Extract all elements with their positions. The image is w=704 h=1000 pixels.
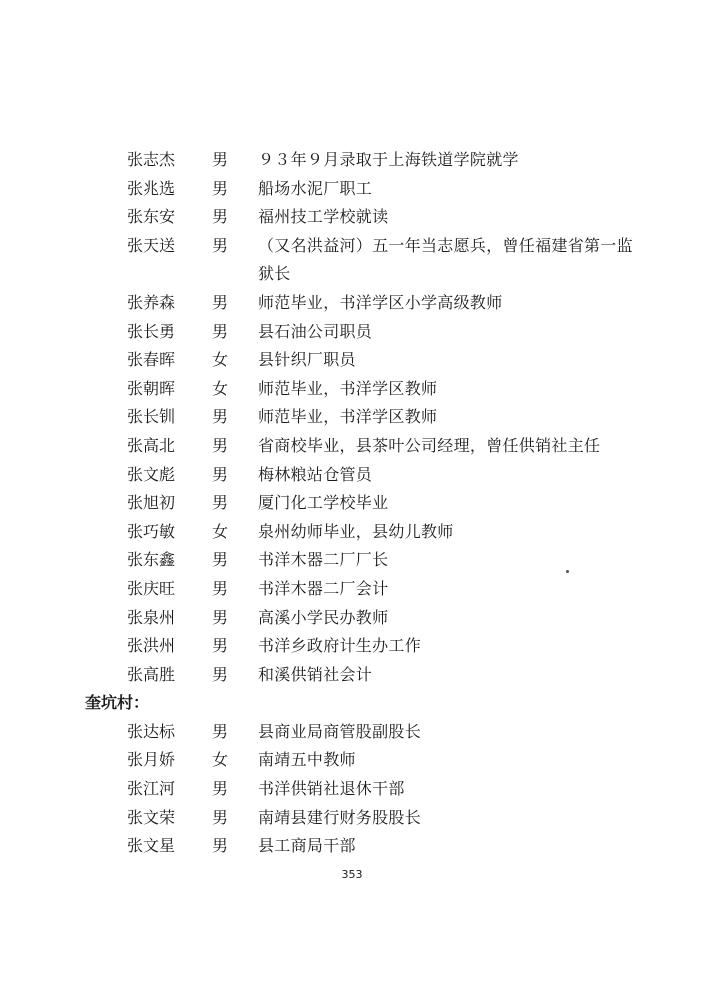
person-note: 县工商局干部 xyxy=(258,836,356,856)
person-gender: 男 xyxy=(212,578,229,598)
person-name: 张文星 xyxy=(127,836,176,856)
person-gender: 男 xyxy=(212,292,229,312)
person-name: 张高北 xyxy=(127,435,176,455)
person-gender: 女 xyxy=(212,378,229,398)
page-number: 353 xyxy=(341,868,363,881)
list-item xyxy=(0,146,704,175)
person-note: 师范毕业，书洋学区小学高级教师 xyxy=(258,292,503,312)
person-name: 张庆旺 xyxy=(127,578,176,598)
person-note: 南靖五中教师 xyxy=(258,750,356,770)
section-heading xyxy=(0,689,704,718)
person-gender: 男 xyxy=(212,721,229,741)
person-name: 张江河 xyxy=(127,779,176,799)
person-name: 张长钏 xyxy=(127,407,176,427)
person-note: 和溪供销社会计 xyxy=(258,664,373,684)
person-note: 南靖县建行财务股股长 xyxy=(258,807,422,827)
list-item xyxy=(0,375,704,404)
person-name: 张朝晖 xyxy=(127,378,176,398)
person-name: 张文荣 xyxy=(127,807,176,827)
person-gender: 男 xyxy=(212,493,229,513)
person-note: 高溪小学民办教师 xyxy=(258,607,389,627)
list-item xyxy=(0,661,704,690)
person-name: 张泉州 xyxy=(127,607,176,627)
person-gender: 男 xyxy=(212,779,229,799)
person-gender: 男 xyxy=(212,150,229,169)
list-item xyxy=(0,832,704,861)
list-item xyxy=(0,203,704,232)
person-name: 张春晖 xyxy=(127,350,176,370)
person-gender: 男 xyxy=(212,836,229,856)
person-gender: 男 xyxy=(212,178,229,198)
roster-list xyxy=(0,146,704,861)
list-item xyxy=(0,232,704,289)
person-note: 福州技工学校就读 xyxy=(258,207,389,227)
person-name: 张志杰 xyxy=(127,150,176,169)
person-note: 县石油公司职员 xyxy=(258,321,373,341)
village-title: 奎坑村： xyxy=(85,693,150,713)
person-gender: 男 xyxy=(212,235,229,255)
person-gender: 男 xyxy=(212,664,229,684)
person-note: 船场水泥厂职工 xyxy=(258,178,373,198)
person-note: 县商业局商管股副股长 xyxy=(258,721,422,741)
list-item xyxy=(0,489,704,518)
person-name: 张高胜 xyxy=(127,664,176,684)
person-name: 张天送 xyxy=(127,235,176,255)
list-item xyxy=(0,318,704,347)
person-gender: 女 xyxy=(212,350,229,370)
person-note: 书洋乡政府计生办工作 xyxy=(258,636,422,656)
person-note: 县针织厂职员 xyxy=(258,350,356,370)
person-gender: 男 xyxy=(212,636,229,656)
list-item xyxy=(0,346,704,375)
scan-speck xyxy=(566,570,569,573)
person-note: 厦门化工学校毕业 xyxy=(258,493,389,513)
person-name: 张洪州 xyxy=(127,636,176,656)
list-item xyxy=(0,575,704,604)
list-item xyxy=(0,403,704,432)
list-item xyxy=(0,546,704,575)
person-note: 泉州幼师毕业，县幼儿教师 xyxy=(258,521,454,541)
person-name: 张东安 xyxy=(127,207,176,227)
person-gender: 男 xyxy=(212,550,229,570)
person-name: 张养森 xyxy=(127,292,176,312)
person-name: 张东鑫 xyxy=(127,550,176,570)
person-note: 书洋木器二厂会计 xyxy=(258,578,389,598)
person-note: 书洋木器二厂厂长 xyxy=(258,550,389,570)
list-item xyxy=(0,461,704,490)
list-item xyxy=(0,632,704,661)
list-item xyxy=(0,289,704,318)
person-note: （又名洪益河）五一年当志愿兵，曾任福建省第一监狱长 xyxy=(258,235,633,284)
person-name: 张旭初 xyxy=(127,493,176,513)
list-item xyxy=(0,518,704,547)
person-gender: 女 xyxy=(212,521,229,541)
person-note: ９３年９月录取于上海铁道学院就学 xyxy=(258,150,519,169)
list-item xyxy=(0,718,704,747)
person-name: 张兆选 xyxy=(127,178,176,198)
person-gender: 女 xyxy=(212,750,229,770)
person-note: 省商校毕业，县茶叶公司经理，曾任供销社主任 xyxy=(258,435,601,455)
list-item xyxy=(0,604,704,633)
person-name: 张巧敏 xyxy=(127,521,176,541)
list-item xyxy=(0,432,704,461)
person-name: 张达标 xyxy=(127,721,176,741)
person-note: 师范毕业，书洋学区教师 xyxy=(258,378,438,398)
person-name: 张月娇 xyxy=(127,750,176,770)
person-gender: 男 xyxy=(212,321,229,341)
person-gender: 男 xyxy=(212,407,229,427)
person-name: 张长勇 xyxy=(127,321,176,341)
list-item xyxy=(0,775,704,804)
list-item xyxy=(0,746,704,775)
person-gender: 男 xyxy=(212,207,229,227)
person-name: 张文彪 xyxy=(127,464,176,484)
list-item xyxy=(0,804,704,833)
person-gender: 男 xyxy=(212,807,229,827)
person-note: 师范毕业，书洋学区教师 xyxy=(258,407,438,427)
person-gender: 男 xyxy=(212,464,229,484)
person-note: 梅林粮站仓管员 xyxy=(258,464,373,484)
person-gender: 男 xyxy=(212,435,229,455)
person-note: 书洋供销社退休干部 xyxy=(258,779,405,799)
person-gender: 男 xyxy=(212,607,229,627)
list-item xyxy=(0,175,704,204)
